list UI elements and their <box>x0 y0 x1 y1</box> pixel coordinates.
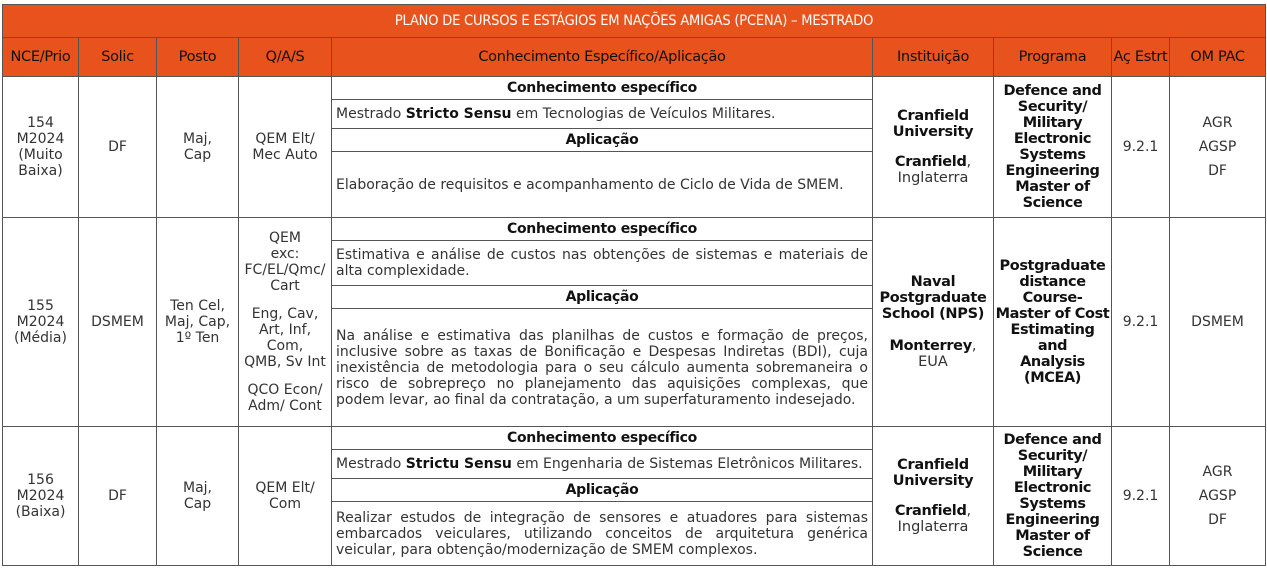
city-name: Cranfield <box>894 503 967 519</box>
header-programa: Programa <box>994 38 1112 77</box>
conhecimento-text: Mestrado Strictu Sensu em Engenharia de Sistemas Eletrônicos Militares. <box>332 450 872 479</box>
nce-line: (Média) <box>14 330 67 346</box>
header-acao: Aç Estrt <box>1112 38 1170 77</box>
nce-cell <box>3 77 79 218</box>
programa-cell: Defence and Security/ Military Electronic Systems Engineering Master of Science <box>994 427 1112 566</box>
om-item: DF <box>1208 512 1227 528</box>
conhecimento-heading: Conhecimento específico <box>332 427 872 450</box>
country-name: Inglaterra <box>897 519 969 535</box>
posto-cell: Maj, Cap <box>157 427 239 566</box>
om-cell: DSMEM <box>1170 218 1266 427</box>
nce-line: (Baixa) <box>15 504 66 520</box>
aplicacao-text: Realizar estudos de integração de sensores e atuadores para sistemas embarcados veiculares, utilizando conceitos de arquitetura genérica veicular, para obtenção/modernização de SMEM complexos. <box>336 509 868 558</box>
posto-line: 1º Ten <box>175 330 220 346</box>
nce-cell <box>3 218 79 427</box>
nce-cell <box>3 427 79 566</box>
table-row <box>3 77 1266 218</box>
conhecimento-cell <box>332 77 873 218</box>
city-name: Monterrey <box>889 338 972 354</box>
qas-cell: QEM exc: FC/EL/Qmc/ Cart Eng, Cav, Art, Inf, Com, QMB, Sv Int QCO Econ/ Adm/ Cont <box>239 218 332 427</box>
header-qas: Q/A/S <box>239 38 332 77</box>
city-name: Cranfield <box>894 154 967 170</box>
posto-cell <box>157 77 239 218</box>
nce-line: Baixa) <box>18 163 63 179</box>
om-item: AGR <box>1202 464 1233 480</box>
om-item: AGSP <box>1198 139 1237 155</box>
country-name: , EUA <box>918 338 977 370</box>
header-row <box>3 38 1266 77</box>
pcena-table-wrapper <box>2 4 1265 566</box>
solic-cell: DF <box>79 77 157 218</box>
solic-cell: DF <box>79 427 157 566</box>
header-conhecimento: Conhecimento Específico/Aplicação <box>332 38 873 77</box>
posto-cell <box>157 218 239 427</box>
programa-cell: Postgraduate distance Course- Master of Cost Estimating and Analysis (MCEA) <box>994 218 1112 427</box>
instituicao-cell: Cranfield University Cranfield, Inglaterra <box>873 77 994 218</box>
posto-line: Ten Cel, <box>170 298 225 314</box>
instituicao-cell: Naval Postgraduate School (NPS) Monterrey, EUA <box>873 218 994 427</box>
header-om: OM PAC <box>1170 38 1266 77</box>
om-item: AGSP <box>1198 488 1237 504</box>
header-instituicao: Instituição <box>873 38 994 77</box>
table-row <box>3 218 1266 427</box>
instituicao-line: Cranfield <box>897 108 969 124</box>
qas-line: Mec Auto <box>252 147 318 163</box>
conhecimento-heading: Conhecimento específico <box>332 218 872 241</box>
acao-cell: 9.2.1 <box>1112 427 1170 566</box>
conhecimento-cell <box>332 218 873 427</box>
acao-cell: 9.2.1 <box>1112 77 1170 218</box>
qas-cell: QEM Elt/ Com <box>239 427 332 566</box>
aplicacao-text: Na análise e estimativa das planilhas de custos e formação de preços, inclusive sobre as taxas de Bonificação e Despesas Indiretas (BDI), cuja inexistência de metodologia para o seu cálculo aumenta sobremaneira o risco de sobrepreço no planejamento das aquisições complexas, que podem levar, ao final da contratação, a um superfaturamento indesejado. <box>336 327 868 408</box>
nce-line: (Muito <box>18 147 63 163</box>
nce-line: M2024 <box>16 314 65 330</box>
qas-line: QEM Elt/ <box>255 131 315 147</box>
nce-line: 155 <box>27 298 54 314</box>
instituicao-line: University <box>892 124 974 140</box>
aplicacao-text: Elaboração de requisitos e acompanhamento de Ciclo de Vida de SMEM. <box>336 176 844 193</box>
nce-line: 156 <box>27 472 54 488</box>
om-cell <box>1170 427 1266 566</box>
country-name: Inglaterra <box>897 170 969 186</box>
conhecimento-cell <box>332 427 873 566</box>
aplicacao-heading: Aplicação <box>332 129 872 152</box>
conhecimento-heading: Conhecimento específico <box>332 77 872 100</box>
page-title: PLANO DE CURSOS E ESTÁGIOS EM NAÇÕES AMIGAS (PCENA) – MESTRADO <box>3 5 1266 38</box>
table-row <box>3 427 1266 566</box>
header-nce: NCE/Prio <box>3 38 79 77</box>
posto-line: Maj, Cap, <box>164 314 231 330</box>
aplicacao-heading: Aplicação <box>332 286 872 309</box>
conhecimento-text: Estimativa e análise de custos nas obtenções de sistemas e materiais de alta complexidade. <box>332 241 872 286</box>
instituicao-cell: Cranfield University Cranfield, Inglaterra <box>873 427 994 566</box>
posto-line: Maj, <box>183 131 212 147</box>
om-item: DF <box>1208 163 1227 179</box>
aplicacao-heading: Aplicação <box>332 479 872 502</box>
nce-line: M2024 <box>16 131 65 147</box>
title-banner <box>3 5 1266 38</box>
header-solic: Solic <box>79 38 157 77</box>
header-posto: Posto <box>157 38 239 77</box>
solic-cell: DSMEM <box>79 218 157 427</box>
pcena-table <box>2 4 1266 566</box>
qas-cell <box>239 77 332 218</box>
acao-cell: 9.2.1 <box>1112 218 1170 427</box>
programa-cell: Defence and Security/ Military Electronic Systems Engineering Master of Science <box>994 77 1112 218</box>
conhecimento-text: Mestrado Stricto Sensu em Tecnologias de Veículos Militares. <box>332 100 872 129</box>
posto-line: Cap <box>183 147 212 163</box>
nce-line: M2024 <box>16 488 65 504</box>
om-item: AGR <box>1202 115 1233 131</box>
om-cell <box>1170 77 1266 218</box>
nce-line: 154 <box>27 115 54 131</box>
